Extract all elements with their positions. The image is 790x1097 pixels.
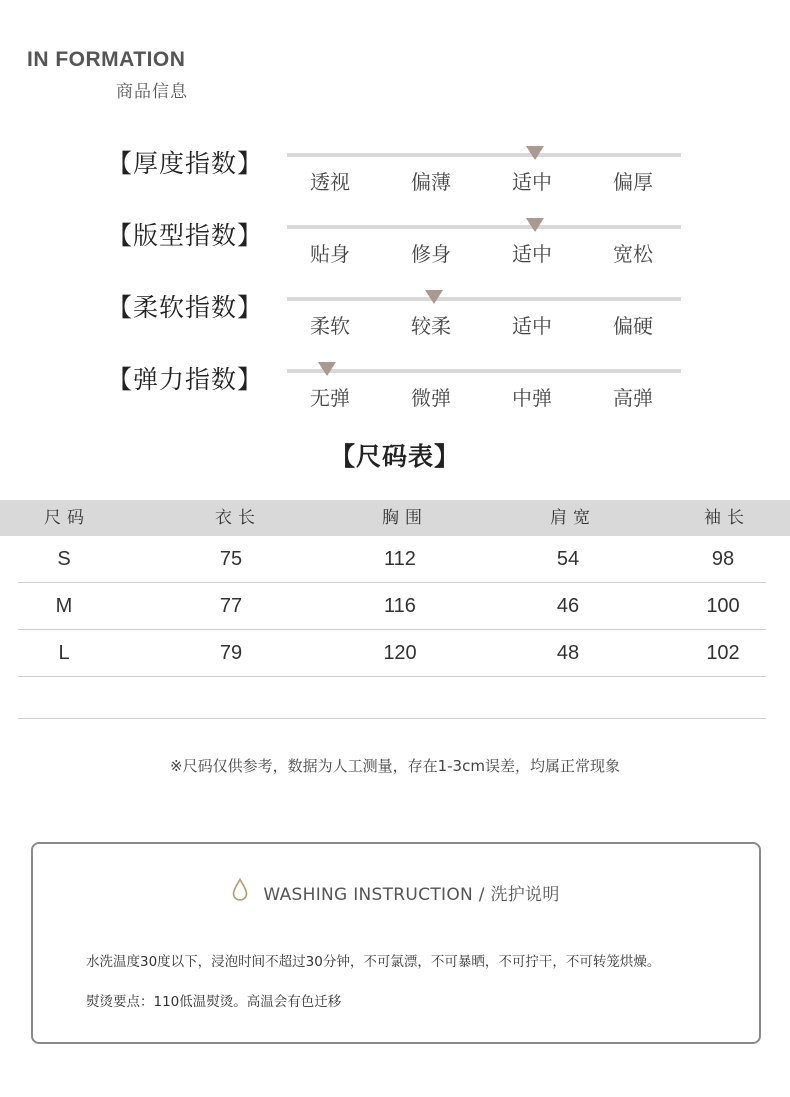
info-title-cn: 商品信息 (116, 82, 188, 102)
index-option: 柔软 (310, 314, 350, 338)
index-option: 偏硬 (613, 314, 653, 338)
index-option: 高弹 (613, 386, 653, 410)
index-option: 无弹 (310, 386, 350, 410)
index-option: 偏薄 (411, 170, 451, 194)
index-title: 【厚度指数】 (107, 149, 264, 178)
fit-index (0, 216, 790, 276)
table-cell: 77 (219, 595, 243, 617)
table-cell: 79 (219, 642, 243, 664)
index-option: 透视 (310, 170, 350, 194)
index-option: 中弹 (512, 386, 552, 410)
empty-table-row (18, 672, 766, 719)
table-cell: 112 (384, 548, 416, 570)
index-title: 【柔软指数】 (107, 293, 264, 322)
table-row (18, 583, 766, 630)
size-table-title: 【尺码表】 (329, 442, 460, 471)
info-title-en: IN FORMATION (27, 48, 186, 71)
index-option: 宽松 (613, 242, 653, 266)
index-option: 适中 (512, 314, 552, 338)
column-header: 肩宽 (550, 508, 596, 528)
table-row (18, 630, 766, 677)
table-cell: 116 (384, 595, 416, 617)
index-option: 适中 (512, 242, 552, 266)
index-bar (287, 153, 681, 157)
table-cell: 102 (706, 642, 740, 664)
table-cell: 54 (556, 548, 580, 570)
elasticity-index (0, 360, 790, 420)
index-option: 贴身 (310, 242, 350, 266)
table-cell: S (57, 548, 71, 570)
index-option: 较柔 (411, 314, 451, 338)
index-option: 微弹 (411, 386, 451, 410)
column-header: 尺码 (44, 508, 90, 528)
table-row (18, 536, 766, 583)
table-cell: 120 (383, 642, 417, 664)
index-option: 修身 (411, 242, 451, 266)
washing-instruction-box (31, 842, 761, 1044)
table-cell: 48 (556, 642, 580, 664)
table-cell: 46 (556, 595, 580, 617)
column-header: 袖长 (704, 508, 750, 528)
table-cell: M (55, 595, 73, 617)
table-cell: 75 (219, 548, 243, 570)
size-table-header (0, 500, 790, 536)
column-header: 胸围 (382, 508, 428, 528)
thickness-index (0, 144, 790, 204)
index-bar (287, 369, 681, 373)
ironing-instruction-line: 熨烫要点：110低温熨烫。高温会有色迁移 (86, 994, 342, 1010)
table-cell: 100 (706, 595, 740, 617)
index-marker (526, 146, 544, 160)
index-marker (526, 218, 544, 232)
index-marker (425, 290, 443, 304)
washing-header (33, 878, 759, 906)
table-cell: L (58, 642, 70, 664)
index-title: 【版型指数】 (107, 221, 264, 250)
index-option: 偏厚 (613, 170, 653, 194)
index-bar (287, 225, 681, 229)
index-marker (318, 362, 336, 376)
column-header: 衣长 (215, 508, 261, 528)
index-option: 适中 (512, 170, 552, 194)
softness-index (0, 288, 790, 348)
washing-title: WASHING INSTRUCTION / 洗护说明 (263, 884, 560, 905)
washing-instruction-line: 水洗温度30度以下，浸泡时间不超过30分钟，不可氯漂，不可暴晒，不可拧干，不可转笼烘燥。 (86, 954, 661, 970)
index-bar (287, 297, 681, 301)
index-title: 【弹力指数】 (107, 365, 264, 394)
table-cell: 98 (711, 548, 735, 570)
water-drop-icon (232, 878, 248, 906)
size-note: ※尺码仅供参考，数据为人工测量，存在1-3cm误差，均属正常现象 (170, 757, 620, 775)
